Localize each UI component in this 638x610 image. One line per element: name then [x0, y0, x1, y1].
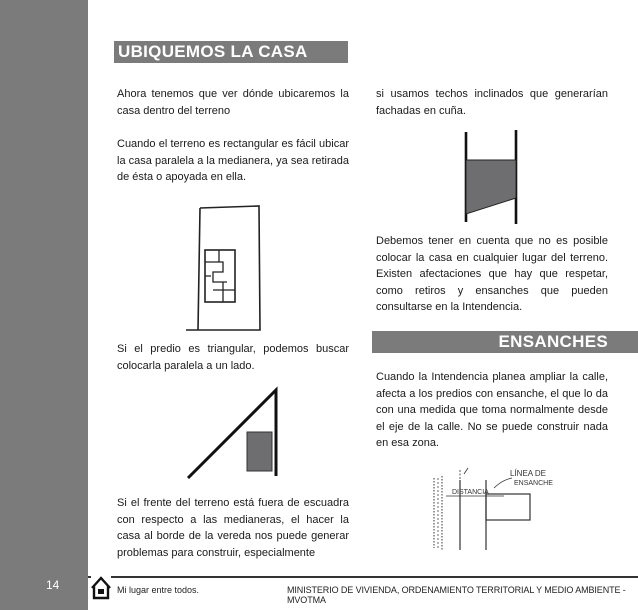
left-sidebar-band	[0, 0, 88, 575]
paragraph-ensanches: Cuando la Intendencia planea ampliar la calle, afecta a los predios con ensanche, el que lo da con una medida que toma normalmente desde el eje de la calle. No se puede construir nada en esa zona.	[376, 371, 608, 450]
line-label-2: ENSANCHE	[514, 480, 553, 487]
wedge-facade-diagram	[458, 128, 524, 228]
paragraph-out-of-square: Si el frente del terreno está fuera de escuadra con respecto a las medianeras, el hacer la casa al borde de la vereda nos puede generar problemas para construir, especialmente	[117, 497, 349, 559]
footer-divider	[88, 576, 638, 578]
line-label: LÍNEA DE	[510, 469, 547, 478]
triangular-lot-diagram	[183, 386, 283, 481]
footer-ministry: MINISTERIO DE VIVIENDA, ORDENAMIENTO TERRITORIAL Y MEDIO AMBIENTE - MVOTMA	[287, 585, 626, 605]
paragraph-inclined-roofs: si usamos techos inclinados que generarían fachadas en cuña.	[376, 88, 608, 117]
paragraph-rectangular: Cuando el terreno es rectangular es fácil ubicar la casa paralela a la medianera, ya sea retirada de ésta o apoyada en ella.	[117, 138, 349, 184]
section-heading-ensanches: ENSANCHES	[372, 331, 638, 353]
footer-band	[0, 575, 88, 610]
paragraph-triangular: Si el predio es triangular, podemos buscar colocarla paralela a un lado.	[117, 343, 349, 372]
footer-slogan: Mi lugar entre todos.	[117, 585, 200, 595]
section-heading-ubiquemos: UBIQUEMOS LA CASA	[114, 41, 348, 63]
distance-label: DISTANCIA	[452, 489, 489, 496]
page-number: 14	[46, 578, 60, 592]
rectangular-lot-diagram	[183, 204, 283, 334]
house-logo-icon	[90, 574, 112, 600]
ensanche-diagram	[420, 466, 590, 552]
paragraph-affectations: Debemos tener en cuenta que no es posible colocar la casa en cualquier lugar del terreno. Existen afectaciones que hay que respetar, como retiros y ensanches que pueden consultarse en la Intendencia.	[376, 235, 608, 314]
paragraph-intro: Ahora tenemos que ver dónde ubicaremos la casa dentro del terreno	[117, 88, 349, 117]
